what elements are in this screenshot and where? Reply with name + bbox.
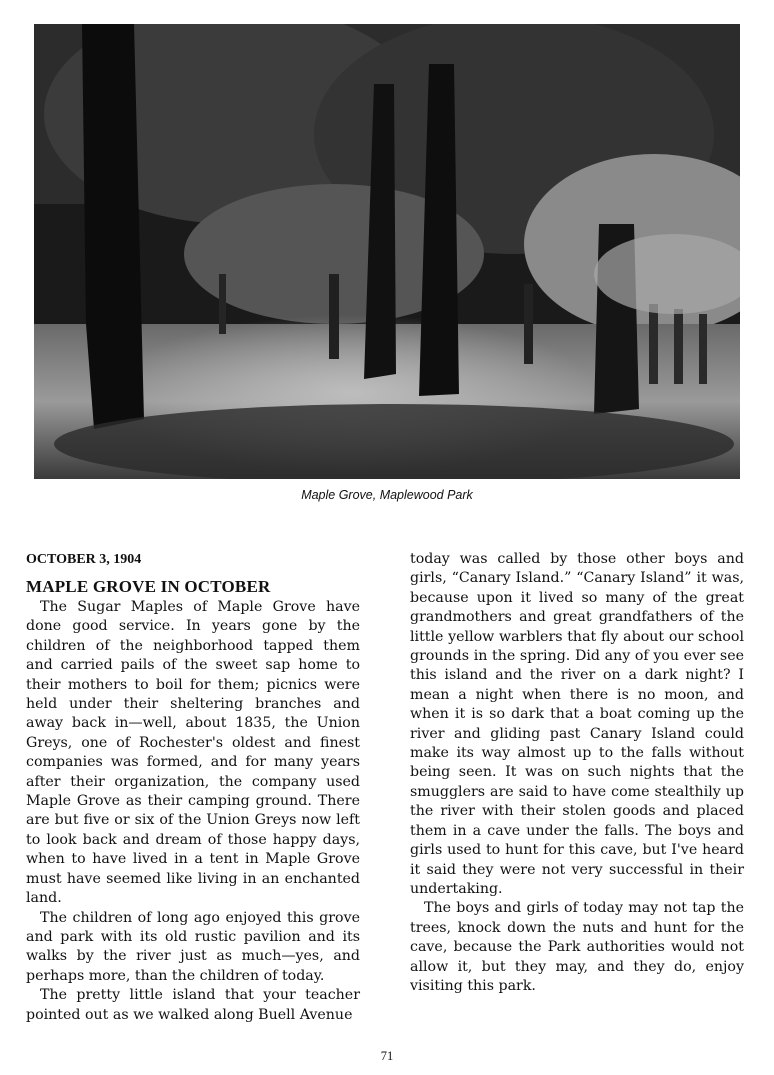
photo-caption: Maple Grove, Maplewood Park xyxy=(301,488,473,502)
paragraph: The pretty little island that your teacher pointed out as we walked along Buell Avenue xyxy=(26,987,360,1023)
article-date: OCTOBER 3, 1904 xyxy=(26,552,142,567)
paragraph: The children of long ago enjoyed this grove and park with its old rustic pavilion and its walks by the river just as much—yes, and perhaps more, than the children of today. xyxy=(26,909,360,984)
paragraph: The boys and girls of today may not tap the trees, knock down the nuts and hunt for the cave, because the Park authorities would not allow it, but they may, and they do, enjoy visiting this park. xyxy=(410,900,744,994)
article-title: MAPLE GROVE IN OCTOBER xyxy=(26,577,271,596)
right-column xyxy=(410,550,744,996)
left-column xyxy=(26,550,360,1025)
page-number: 71 xyxy=(380,1049,394,1063)
paragraph: today was called by those other boys and girls, “Canary Island.” “Canary Island” it was, because upon it lived so many of the great grandmothers and great grandfathers of the little yellow warblers that fly about our school grounds in the spring. Did any of you ever see this island and the river on a dark night? I mean a night when there is no moon, and when it is so dark that a boat coming up the river and gliding past Canary Island could make its way almost up to the falls without being seen. It was on such nights that the smugglers are said to have come stealthily up the river with their stolen goods and placed them in a cave under the falls. The boys and girls used to hunt for this cave, but I've heard it said they were not very successful in their undertaking. xyxy=(410,551,744,897)
maple-grove-photo xyxy=(34,24,740,479)
photo-illustration xyxy=(34,24,740,479)
paragraph: The Sugar Maples of Maple Grove have done good service. In years gone by the children of the neighborhood tapped them and carried pails of the sweet sap home to their mothers to boil for them; picnics were held under their sheltering branches and away back in—well, about 1835, the Union Greys, one of Rochester's oldest and finest companies was formed, and for many years after their organization, the company used Maple Grove as their camping ground. There are but five or six of the Union Greys now left to look back and dream of those happy days, when to have lived in a tent in Maple Grove must have seemed like living in an enchanted land. xyxy=(26,599,360,907)
